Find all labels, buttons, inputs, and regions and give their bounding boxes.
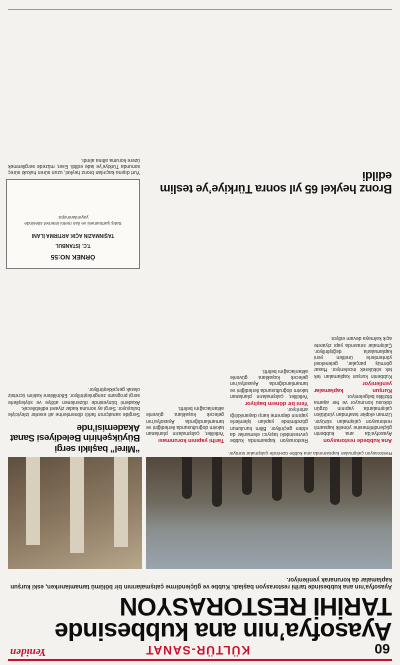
notice-body: Satış şartnamesi ve ilan metni internet sitesinde yayımlanmıştır. [24, 215, 122, 226]
paragraph: Yetkililer, çalışmaların planlanan takvim doğrultusunda ilerlediğini ve tamamlandığında Ayasofya’nın gelecek kuşaklara güvenle aktarılacağını belirtti. [230, 367, 308, 399]
page-number: 60 [374, 641, 390, 657]
exhibition-text [8, 277, 140, 417]
footer-rule [8, 9, 392, 10]
paragraph: Yetkililer, çalışmaların planlanan takvim doğrultusunda ilerlediğini ve tamamlandığında Ayasofya’nın gelecek kuşaklara güvenle aktarılacağını belirtti. [146, 405, 224, 436]
main-photo [146, 457, 392, 569]
statue-story-text [8, 15, 140, 175]
newspaper-logo: Yeniden [10, 646, 47, 658]
subhead: Yeni bir dönem başlıyor [244, 399, 308, 406]
second-story-headline: Bronz heykel 65 yıl sonra Türkiye’ye teslim edildi [160, 169, 392, 196]
exhibition-headline: “Mirel” başlıklı sergi Büyükşehirin Belediyesi Sanat Akademisi’nde [10, 422, 140, 454]
side-photo [8, 457, 142, 569]
section-title: KÜLTÜR-SANAT [145, 643, 250, 657]
subhead: Tarihi yapının korunması [158, 437, 224, 443]
subhead: Kurşun kaplamalar yenileniyor [314, 379, 392, 393]
main-headline: Ayasofya’nın ana kubbesinde TARİHİ RESTORASYON [54, 592, 392, 645]
paragraph: Yurt dışına kaçırılan bronz heykel, uzun süren hukuki süreç sonunda Türkiye’ye iade edildi. Eser, müzede sergilenmek üzere koruma altına alındı. [8, 156, 140, 175]
notice-number: ÖRNEK NO:55 [50, 253, 96, 260]
subhead: Ana kubbede restorasyon [323, 437, 392, 443]
headline-deck: Ayasofya’nın ana kubbesinde tarihi restorasyon başladı. Kubbe ve güçlendirme çalışmalarının bir bölümü tamamlanırken, eski kurşun kaplamalar da korunarak yenileniyor. [10, 575, 392, 589]
paragraph: Restorasyon kapsamında kubbe çevresindeki taşıyıcı elemanlar da elden geçiriliyor. Bilim kurulunun gözetiminde yapılan işlemlerle yapının depreme karşı dayanıklılığı artırılıyor. [230, 405, 308, 443]
paragraph: Akademi bünyesinde düzenlenen atölye ve söyleşilerle sergi programı zenginleştiriliyor. Etkinliklere katılım ücretsiz olarak gerçekleştiriliyor. [8, 386, 140, 405]
article-column-2 [230, 13, 308, 443]
paragraph: Ayasofya’da ana kubbenin güçlendirilmesine yönelik kapsamlı restorasyon çalışmaları sürüyor. Uzman ekipler tarafından yürütülen çalışmalarda yapının özgün dokusu korunuyor ve her aşama titizlikle belgeleniyor. [314, 392, 392, 436]
article-column-3 [146, 13, 224, 443]
header-rule [8, 659, 392, 661]
photo-caption: Restorasyon çalışmaları kapsamında ana kubbe üzerinde çalışmalar sürüyor. [228, 450, 392, 455]
legal-notice-box [6, 179, 140, 269]
paragraph: Sergide sanatçının farklı dönemlerine ait eserler izleyiciyle buluşuyor. Sergi ay sonuna kadar ziyaret edilebilecek. [8, 404, 140, 417]
notice-authority: T.C. İSTANBUL [55, 242, 91, 248]
paragraph: Kubbenin kurşun kaplamaları tek tek sökülerek inceleniyor. Hasar görmüş parçalar, geleneksel yöntemlerle üretilen yeni kaplamalarla değiştiriliyor. Çalışmalar sırasında yapı ziyarete açık kalmaya devam ediyor. [314, 335, 392, 379]
article-column-1 [314, 13, 392, 443]
notice-title: TAŞINMAZIN AÇIK ARTIRMA İLANI [31, 232, 115, 238]
